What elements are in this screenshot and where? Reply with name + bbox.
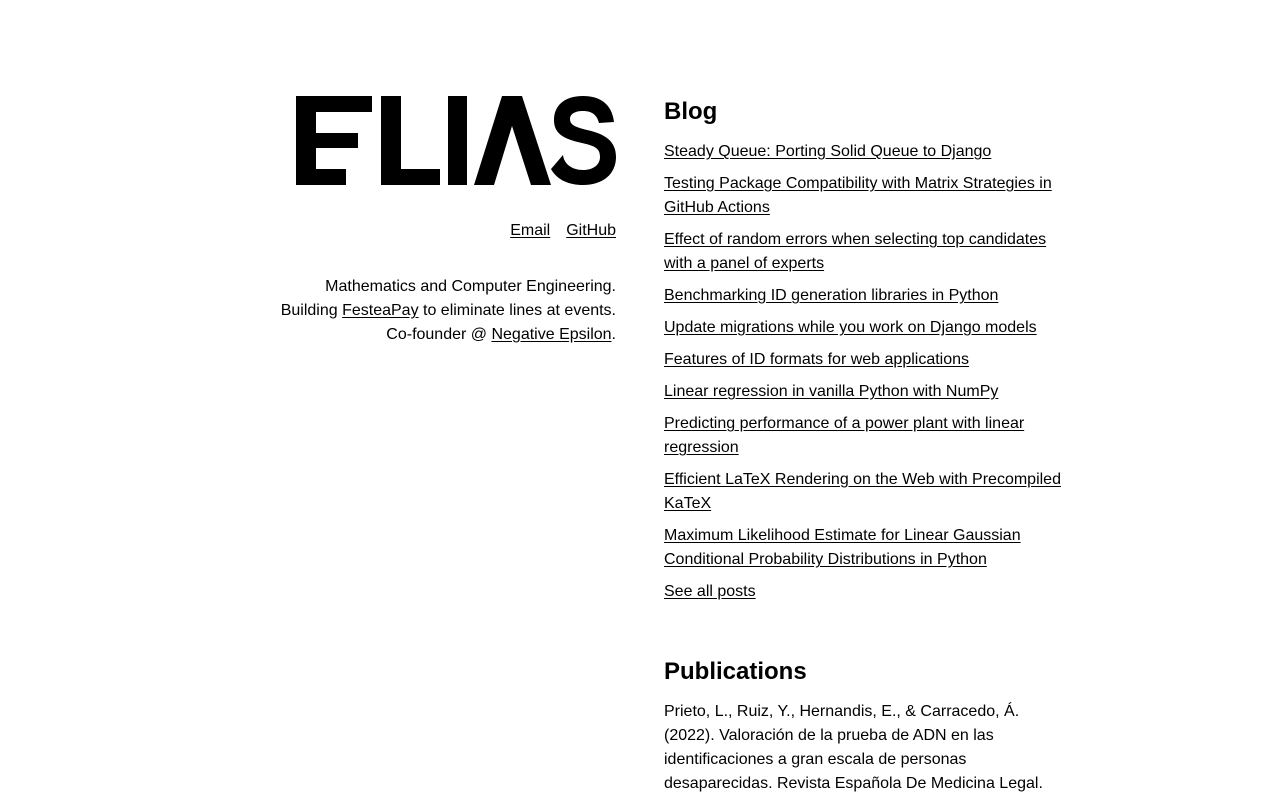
logo-letter-l <box>381 96 440 185</box>
publications-section <box>664 656 1074 796</box>
bio-line-1: Mathematics and Computer Engineering. <box>325 278 616 295</box>
blog-post-item <box>664 284 1074 308</box>
see-all-posts-link[interactable]: See all posts <box>664 583 756 600</box>
publications-heading: Publications <box>664 658 807 685</box>
blog-post-link[interactable]: Steady Queue: Porting Solid Queue to Django <box>664 143 992 160</box>
blog-post-item <box>664 228 1074 276</box>
blog-post-link[interactable]: Benchmarking ID generation libraries in Python <box>664 287 999 304</box>
blog-post-link[interactable]: Linear regression in vanilla Python with NumPy <box>664 383 999 400</box>
contact-links <box>240 219 616 243</box>
bio-line-2 <box>240 299 616 323</box>
elias-logo <box>296 96 616 185</box>
blog-post-link[interactable]: Predicting performance of a power plant with linear regression <box>664 415 1025 456</box>
blog-post-link[interactable]: Testing Package Compatibility with Matrix Strategies in GitHub Actions <box>664 175 1052 216</box>
blog-post-link[interactable]: Features of ID formats for web applications <box>664 351 970 368</box>
email-link[interactable]: Email <box>510 222 551 239</box>
blog-post-link[interactable]: Maximum Likelihood Estimate for Linear Gaussian Conditional Probability Distributions in Python <box>664 527 1021 568</box>
publication-entry: Prieto, L., Ruiz, Y., Hernandis, E., & Carracedo, Á. (2022). Valoración de la prueba de ADN en las identificaciones a gran escala de personas desaparecidas. Revista Española De Medicina Legal. <box>664 703 1043 792</box>
bio-line-3 <box>240 323 616 347</box>
blog-post-item <box>664 524 1074 572</box>
github-link[interactable]: GitHub <box>566 222 616 239</box>
blog-post-link[interactable]: Update migrations while you work on Django models <box>664 319 1037 336</box>
bio-line-3-suffix: . <box>611 326 616 343</box>
blog-post-list <box>664 140 1074 572</box>
blog-post-item <box>664 140 1074 164</box>
bio-line-3-prefix: Co-founder @ <box>386 326 492 343</box>
blog-heading: Blog <box>664 98 718 125</box>
logo-letter-i <box>448 96 467 185</box>
blog-post-item <box>664 380 1074 404</box>
blog-post-item <box>664 172 1074 220</box>
blog-post-item <box>664 468 1074 516</box>
blog-post-item <box>664 316 1074 340</box>
profile-column <box>240 96 616 347</box>
blog-post-link[interactable]: Effect of random errors when selecting top candidates with a panel of experts <box>664 231 1047 272</box>
logo-letter-s <box>551 96 616 185</box>
logo-letter-a <box>474 96 551 185</box>
blog-post-link[interactable]: Efficient LaTeX Rendering on the Web with Precompiled KaTeX <box>664 471 1061 512</box>
bio-line-2-suffix: to eliminate lines at events. <box>418 302 616 319</box>
festeapay-link[interactable]: FesteaPay <box>342 302 419 319</box>
negative-epsilon-link[interactable]: Negative Epsilon <box>491 326 612 343</box>
blog-section <box>664 96 1074 604</box>
logo-letter-e <box>296 96 372 185</box>
blog-post-item <box>664 412 1074 460</box>
bio <box>240 275 616 347</box>
content-column <box>664 96 1074 796</box>
blog-post-item <box>664 348 1074 372</box>
bio-line-2-prefix: Building <box>280 302 343 319</box>
